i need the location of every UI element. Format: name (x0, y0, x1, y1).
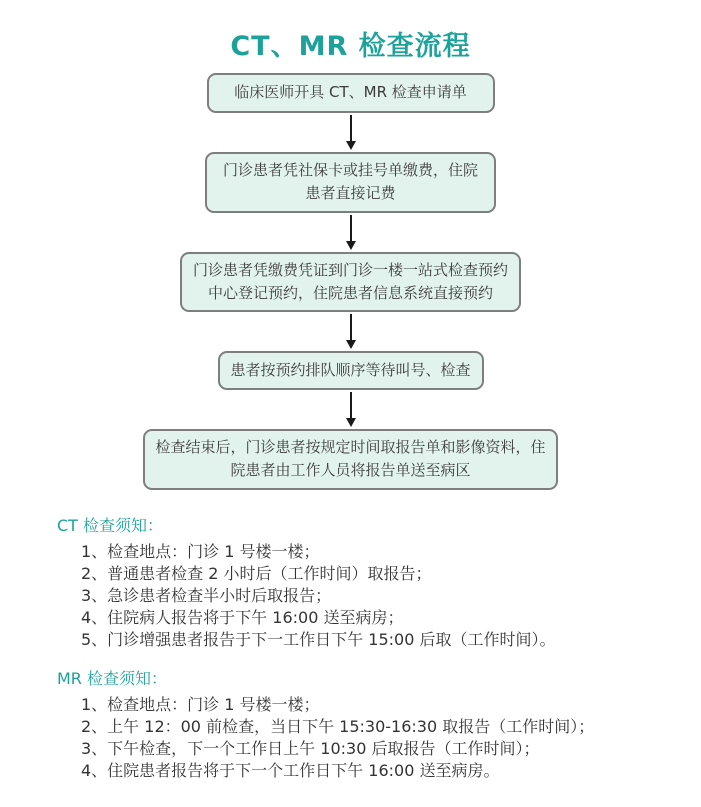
flow-arrow-4 (346, 390, 356, 429)
note-item: 1、检查地点：门诊 1 号楼一楼； (81, 541, 320, 561)
arrow-line (350, 215, 352, 242)
mr-notes-section (57, 666, 701, 782)
arrow-down-icon (346, 241, 356, 250)
flow-step-2 (205, 152, 496, 213)
mr-notes-heading: MR 检查须知： (57, 668, 168, 688)
arrow-down-icon (346, 418, 356, 427)
flow-step-2-text: 门诊患者凭社保卡或挂号单缴费，住院患者直接记费 (222, 161, 478, 203)
flow-step-3-text: 门诊患者凭缴费凭证到门诊一楼一站式检查预约中心登记预约，住院患者信息系统直接预约 (192, 260, 508, 302)
flow-step-3 (180, 252, 521, 313)
note-item: 2、普通患者检查 2 小时后（工作时间）取报告； (81, 563, 432, 583)
note-item: 2、上午 12：00 前检查，当日下午 15:30-16:30 取报告（工作时间）； (81, 716, 595, 736)
note-item: 5、门诊增强患者报告于下一工作日下午 15:00 后取（工作时间）。 (81, 629, 556, 649)
note-item: 1、检查地点：门诊 1 号楼一楼； (81, 694, 320, 714)
arrow-down-icon (346, 141, 356, 150)
flow-arrow-1 (346, 113, 356, 152)
flow-arrow-3 (346, 312, 356, 351)
flow-arrow-2 (346, 213, 356, 252)
note-item: 3、急诊患者检查半小时后取报告； (81, 585, 332, 605)
ct-notes-section (57, 513, 701, 651)
arrow-line (350, 314, 352, 341)
flowchart (0, 73, 701, 490)
note-item: 4、住院患者报告将于下一个工作日下午 16:00 送至病房。 (81, 760, 500, 780)
arrow-line (350, 115, 352, 142)
flow-step-4-text: 患者按预约排队顺序等待叫号、检查 (230, 360, 471, 379)
note-item: 4、住院病人报告将于下午 16:00 送至病房； (81, 607, 404, 627)
flow-step-5 (143, 429, 558, 490)
flow-step-5-text: 检查结束后，门诊患者按规定时间取报告单和影像资料，住院患者由工作人员将报告单送至病区 (155, 438, 546, 480)
page-title: CT、MR 检查流程 (230, 31, 471, 62)
flow-step-1-text: 临床医师开具 CT、MR 检查申请单 (234, 83, 467, 102)
arrow-line (350, 392, 352, 419)
note-item: 3、下午检查，下一个工作日上午 10:30 后取报告（工作时间）； (81, 738, 540, 758)
flow-step-1 (207, 73, 495, 113)
arrow-down-icon (346, 340, 356, 349)
ct-notes-heading: CT 检查须知： (57, 515, 164, 535)
flow-step-4 (218, 351, 484, 390)
